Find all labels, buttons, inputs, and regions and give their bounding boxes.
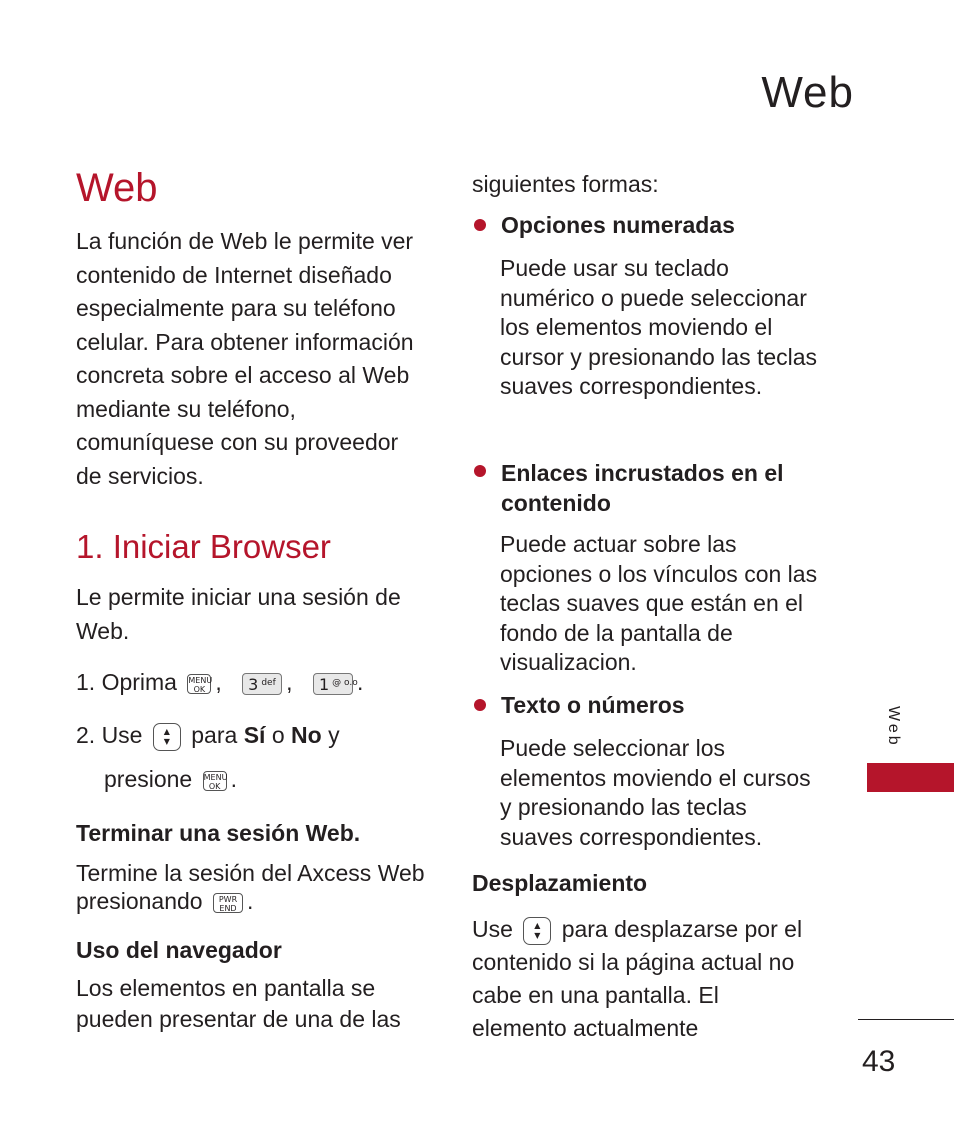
end-session-title: Terminar una sesión Web. [76,820,361,846]
step-2-label: 2. Use [76,722,143,748]
end-session-text [76,859,431,915]
footer-rule [858,1019,954,1020]
page-title: Web [76,166,158,210]
navigator-text: Los elementos en pantalla se pueden presentar de una de las [76,975,401,1032]
text-no: No [291,722,322,748]
side-tab-label: Web [885,706,902,748]
bullet-title: Opciones numeradas [501,212,735,238]
section-title: 1. Iniciar Browser [76,528,331,565]
period: . [247,888,254,914]
bullet-dot [474,219,486,231]
period: . [356,669,364,695]
menu-ok-key-icon: MENU OK [188,675,213,694]
intro-paragraph: La función de Web le permite ver contenido de Internet diseñado especialmente para su teléfono celular. Para obtener información concreta sobre el acceso al Web mediante su teléfono, comuníquese con su proveedor de servicios. [76,228,414,489]
end-session-sentence: Termine la sesión del Axcess Web presionando [76,860,425,914]
text-use: Use [472,916,513,942]
scroll-title: Desplazamiento [472,870,648,896]
text-para: para [191,722,238,748]
page-number: 43 [862,1045,896,1078]
bullet-text: Puede seleccionar los elementos moviendo el cursos y presionando las teclas suaves correspondientes. [500,735,811,850]
text-y: y [328,722,340,748]
bullet-dot [474,465,486,477]
running-head: Web [761,68,854,117]
scroll-text [472,913,817,1045]
continuation-text: siguientes formas: [472,171,659,197]
step-2 [76,719,340,753]
scroll-sentence: para desplazarse por el contenido si la página actual no cabe en una pantalla. El elemento actualmente [472,916,803,1041]
side-tab-marker [867,763,954,792]
bullet-text: Puede actuar sobre las opciones o los vínculos con las teclas suaves que están en el fondo de la pantalla de visualizacion. [500,531,818,676]
step-1-label: 1. Oprima [76,669,177,695]
navigator-title: Uso del navegador [76,937,282,963]
menu-ok-key-icon: MENU OK [203,772,228,791]
comma: , [215,669,222,695]
nav-key-icon: ▲ ▼ [523,917,551,945]
bullet-title: Enlaces incrustados en el contenido [501,460,784,516]
section-intro: Le permite iniciar una sesión de Web. [76,584,401,644]
text-si: Sí [243,722,266,748]
step-1 [76,666,363,700]
end-key-icon: PWR END [213,893,243,913]
comma: , [286,669,293,695]
bullet-title: Texto o números [501,692,685,718]
key-3-icon: 3 $^{def}$ [242,673,282,695]
period: . [230,766,238,792]
key-1-icon: 1 $^{@ o.o}$ [313,673,353,695]
bullet-dot [474,699,486,711]
text-presione: presione [104,766,193,792]
bullet-text: Puede usar su teclado numérico o puede seleccionar los elementos moviendo el cursor y presionando las teclas suaves correspondientes. [500,255,818,400]
step-2-continued [104,763,237,797]
nav-key-icon: ▲ ▼ [153,723,181,751]
text-o: o [271,722,285,748]
